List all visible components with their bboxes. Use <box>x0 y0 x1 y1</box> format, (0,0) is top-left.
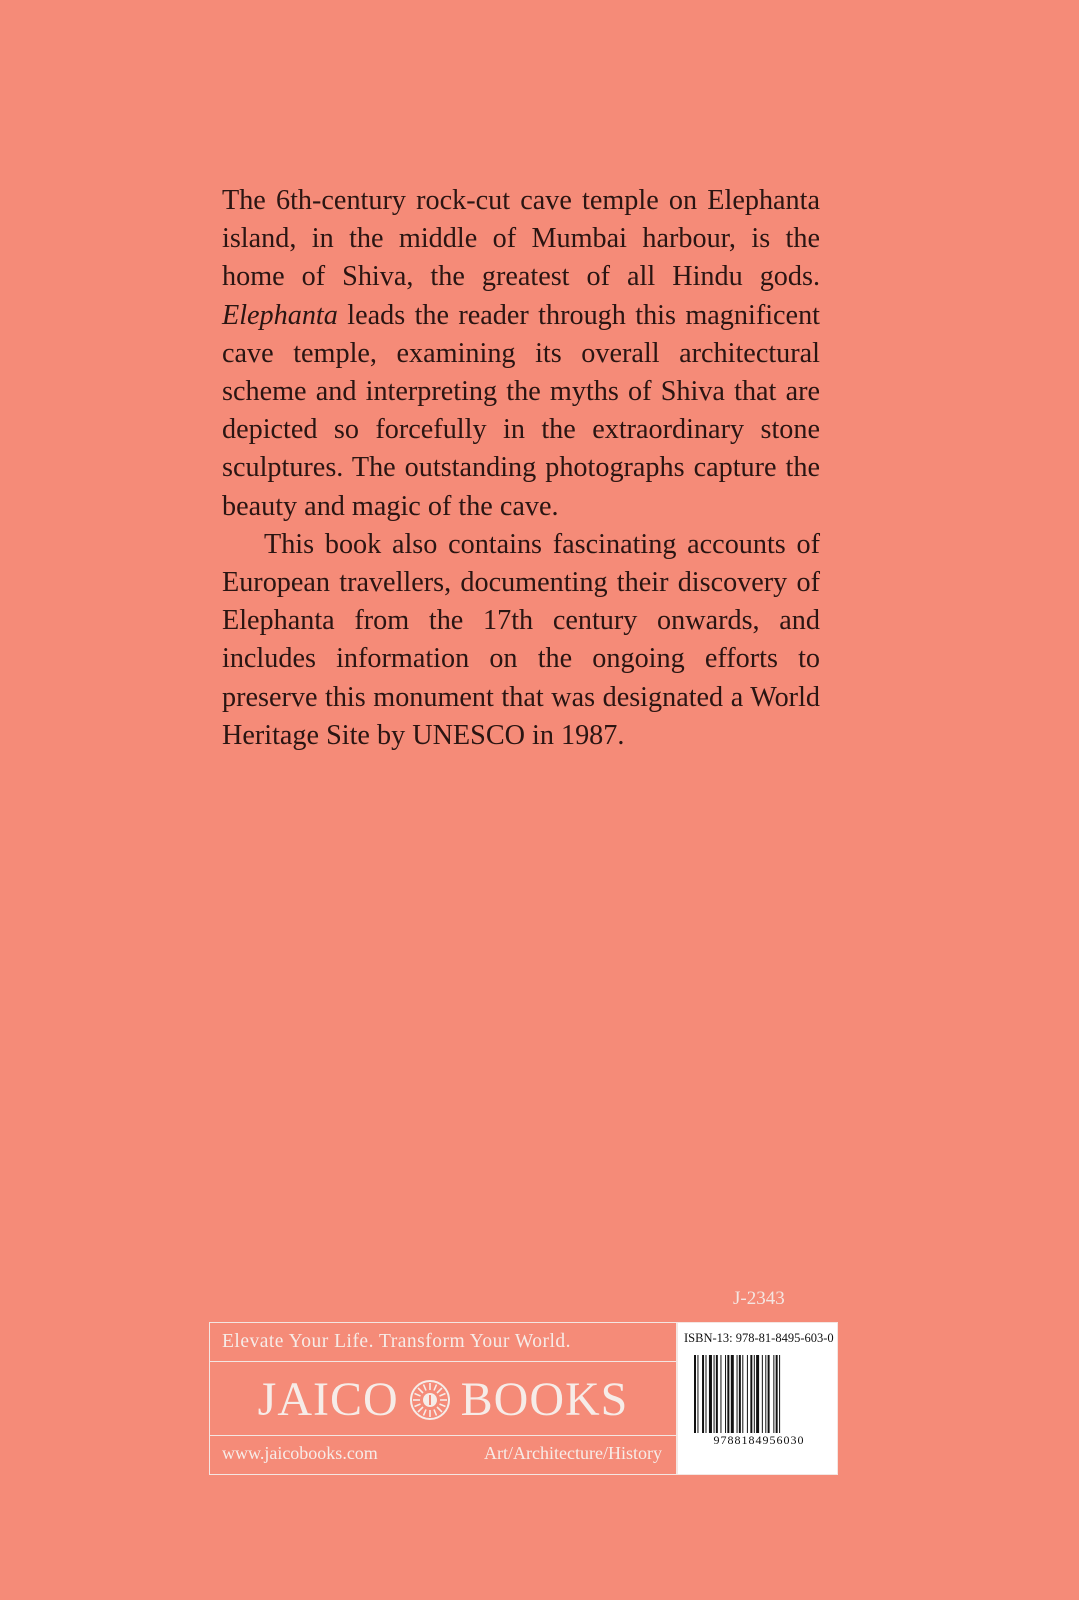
barcode-digits: 9788184956030 <box>713 1433 805 1447</box>
publisher-logo <box>210 1369 676 1429</box>
blurb-paragraph-1 <box>222 182 820 526</box>
publisher-box <box>209 1322 677 1475</box>
book-title-italic: Elephanta <box>222 299 338 331</box>
publisher-website: www.jaicobooks.com <box>222 1443 378 1463</box>
publisher-name-left: JAICO <box>257 1372 399 1426</box>
blurb-paragraph-2: This book also contains fascinating accounts of European travellers, documenting their discovery of Elephanta from the 17th century onwards, and includes information on the ongoing efforts to preserve this monument that was designated a World Heritage Site by UNESCO in 1987. <box>222 528 820 751</box>
product-code: J-2343 <box>733 1288 785 1309</box>
isbn-number: ISBN-13: 978-81-8495-603-0 <box>684 1331 834 1345</box>
barcode-icon <box>694 1355 824 1433</box>
publisher-name-right: BOOKS <box>460 1372 629 1426</box>
publisher-tagline: Elevate Your Life. Transform Your World. <box>222 1331 572 1352</box>
blurb-paragraph-1-start: The 6th-century rock-cut cave temple on Elephanta island, in the middle of Mumbai harbour, is the home of Shiva, the greatest of all Hindu gods. <box>222 185 820 293</box>
book-category: Art/Architecture/History <box>484 1443 662 1463</box>
divider-bottom <box>210 1435 676 1436</box>
sun-emblem-icon <box>409 1378 451 1420</box>
blurb-text <box>222 182 820 755</box>
divider-top <box>210 1361 676 1362</box>
barcode-box <box>677 1322 838 1475</box>
blurb-paragraph-1-end: leads the reader through this magnificent cave temple, examining its overall architectural scheme and interpreting the myths of Shiva that are depicted so forcefully in the extraordinary stone sculptures. The outstanding photographs capture the beauty and magic of the cave. <box>222 299 820 522</box>
